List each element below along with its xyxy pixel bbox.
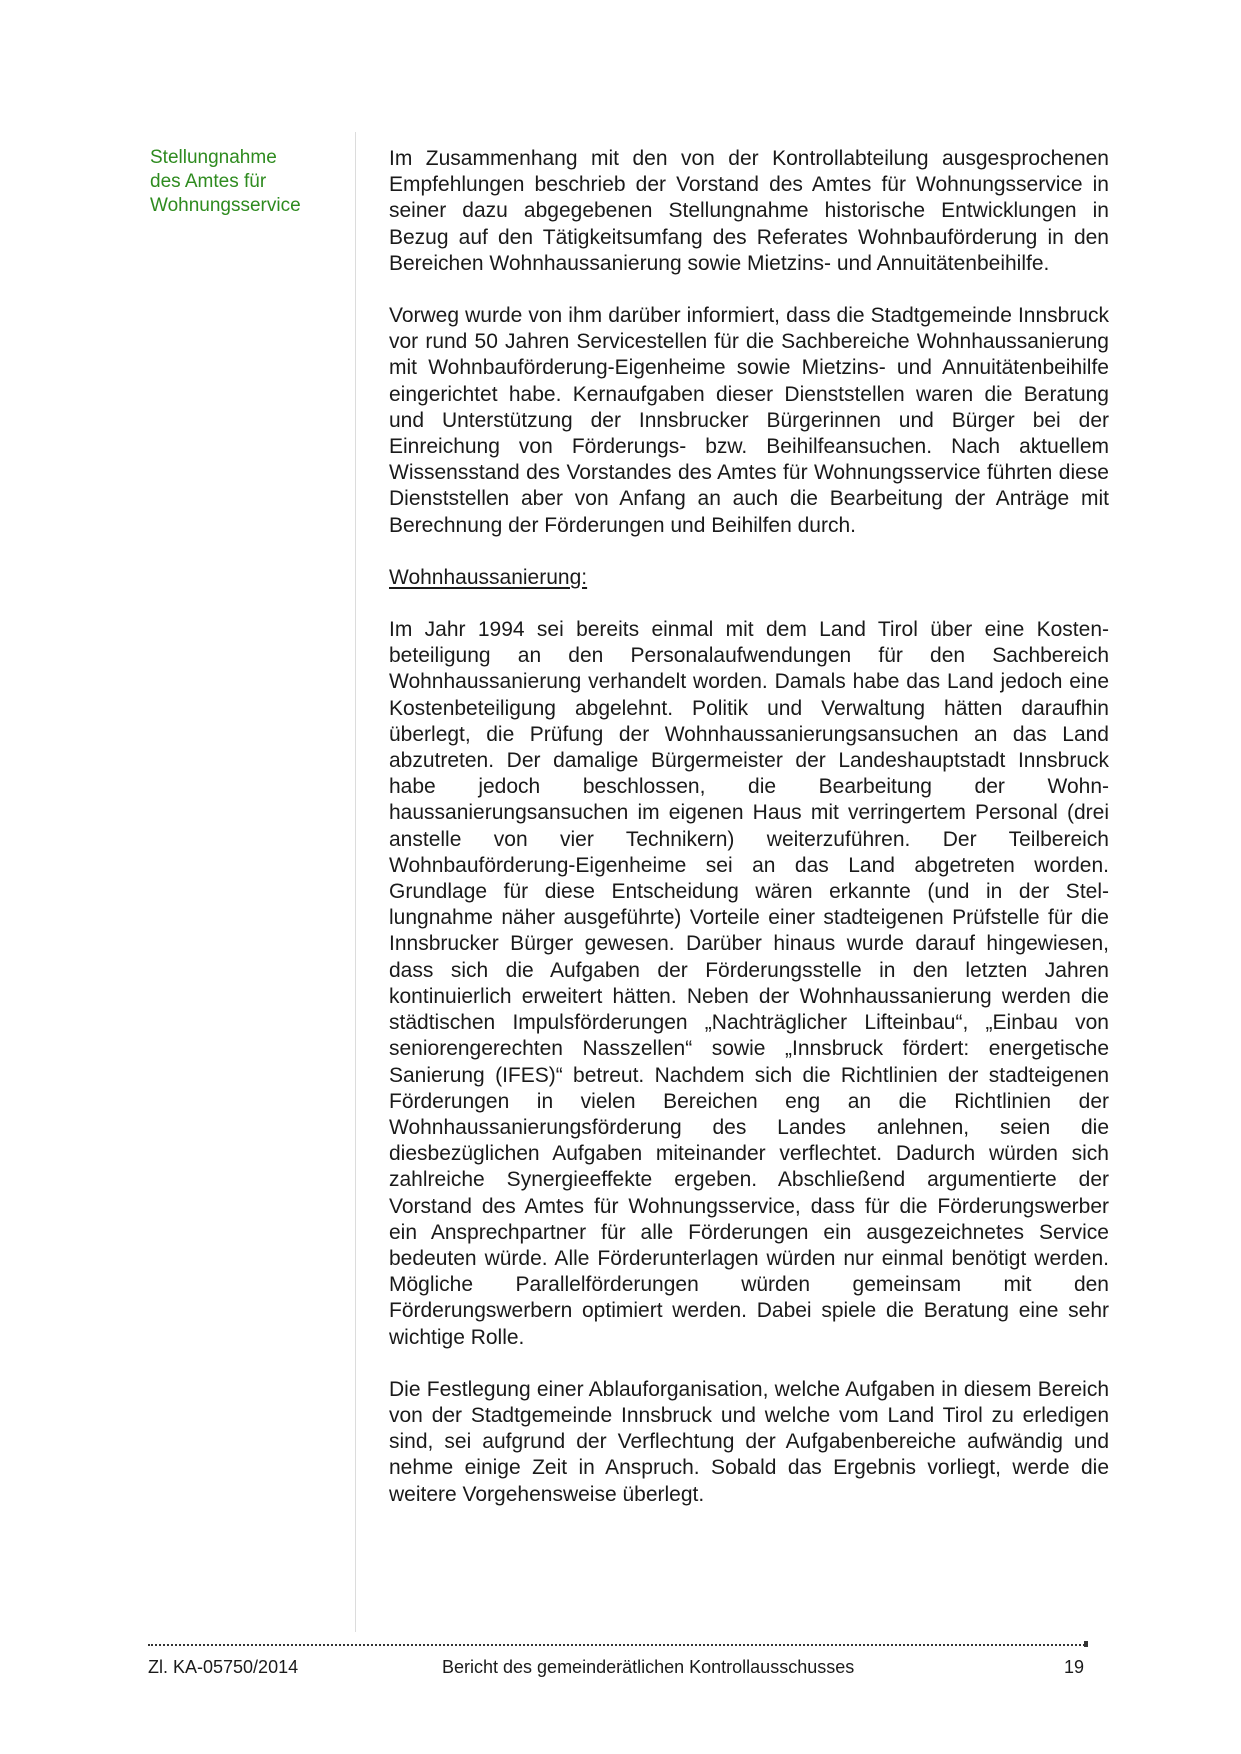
margin-note-line-2: des Amtes für — [150, 171, 267, 192]
paragraph-2: Vorweg wurde von ihm darüber informiert, dass die Stadtgemeinde Innsbruck vor rund 50 Jahren Servicestellen für die Sachbereiche Wohnhaussanierung mit Wohnbauförderung-Eigenheime sowie Mietzins- und Annuitätenbeihilfe eingerichtet habe. Kernaufgaben dieser Dienststellen waren die Beratung und Unterstützung der Innsbrucker Bürgerinnen und Bürger bei der Einreichung von Förderungs- bzw. Beihilfeansuchen. Nach aktuellem Wissensstand des Vorstandes des Amtes für Wohnungsservice führten diese Dienststellen aber von Anfang an auch die Bearbeitung der Anträge mit Berechnung der Förderungen und Beihilfen durch. — [389, 304, 1109, 537]
page-number: 19 — [1064, 1657, 1085, 1677]
margin-note-line-3: Wohnungsservice — [150, 195, 301, 216]
paragraph-1: Im Zusammenhang mit den von der Kontrollabteilung ausgesprochenen Empfehlungen beschrieb der Vorstand des Amtes für Wohnungsservice in seiner dazu abgegebenen Stellungnahme historische Entwicklungen in Bezug auf den Tätigkeitsumfang des Referates Wohnbauförderung in den Bereichen Wohnhaussanierung sowie Mietzins- und Annuitätenbeihilfe. — [389, 147, 1109, 275]
footer-reference: Zl. KA-05750/2014 — [148, 1657, 299, 1677]
footer-rule-end-mark — [1084, 1641, 1088, 1647]
section-heading — [389, 565, 1109, 591]
body-text — [389, 146, 1109, 1534]
paragraph-3: Im Jahr 1994 sei bereits einmal mit dem Land Tirol über eine Kostenbeteiligung an den Personalaufwendungen für den Sachbereich Wohnhaussanierung verhandelt worden. Damals habe das Land jedoch eine Kostenbeteiligung abgelehnt. Politik und Verwaltung hätten daraufhin überlegt, die Prüfung der Wohnhaussanierungsansuchen an das Land abzutreten. Der damalige Bürgermeister der Landeshauptstadt Innsbruck habe jedoch beschlossen, die Bearbeitung der Wohnhaussanierungsansuchen im eigenen Haus mit verringertem Personal (drei anstelle von vier Technikern) weiterzuführen. Der Teilbereich Wohnbauförderung-Eigenheime sei an das Land abgetreten worden. Grundlage für diese Entscheidung wären erkannte (und in der Stellungnahme näher ausgeführte) Vorteile einer stadteigenen Prüfstelle für die Innsbrucker Bürger gewesen. Darüber hinaus wurde darauf hingewiesen, dass sich die Aufgaben der Förderungsstelle in den letzten Jahren kontinuierlich erweitert hätten. Neben der Wohnhaussanierung werden die städtischen Impulsförderungen „Nachträglicher Lifteinbau“, „Einbau von seniorengerechten Nasszellen“ sowie „Innsbruck fördert: energetische Sanierung (IFES)“ betreut. Nachdem sich die Richtlinien der stadteigenen Förderungen in vielen Bereichen eng an die Richtlinien der Wohnhaussanierungsförderung des Landes anlehnen, seien die diesbezüglichen Aufgaben miteinander verflechtet. Dadurch würden sich zahlreiche Synergieeffekte ergeben. Abschließend argumentierte der Vorstand des Amtes für Wohnungsservice, dass für die Förderungswerber ein Ansprechpartner für alle Förderungen ein ausgezeichnetes Service bedeuten würde. Alle Förderunterlagen würden nur einmal benötigt werden. Mögliche Parallelförderungen würden gemeinsam mit den Förderungswerbern optimiert werden. Dabei spiele die Beratung eine sehr wichtige Rolle. — [389, 618, 1109, 1349]
column-divider — [355, 132, 356, 1632]
margin-note — [150, 146, 330, 218]
section-heading-text: Wohnhaussanierung: — [389, 565, 588, 589]
paragraph-4: Die Festlegung einer Ablauforganisation, welche Aufgaben in diesem Bereich von der Stadtgemeinde Innsbruck und welche vom Land Tirol zu erledigen sind, sei aufgrund der Verflechtung der Aufgabenbereiche aufwändig und nehme einige Zeit in Anspruch. Sobald das Ergebnis vorliegt, werde die weitere Vorgehensweise überlegt. — [389, 1377, 1109, 1506]
footer-dotted-rule — [148, 1644, 1088, 1646]
margin-note-line-1: Stellungnahme — [150, 147, 277, 168]
footer-title: Bericht des gemeinderätlichen Kontrollausschusses — [442, 1657, 855, 1677]
